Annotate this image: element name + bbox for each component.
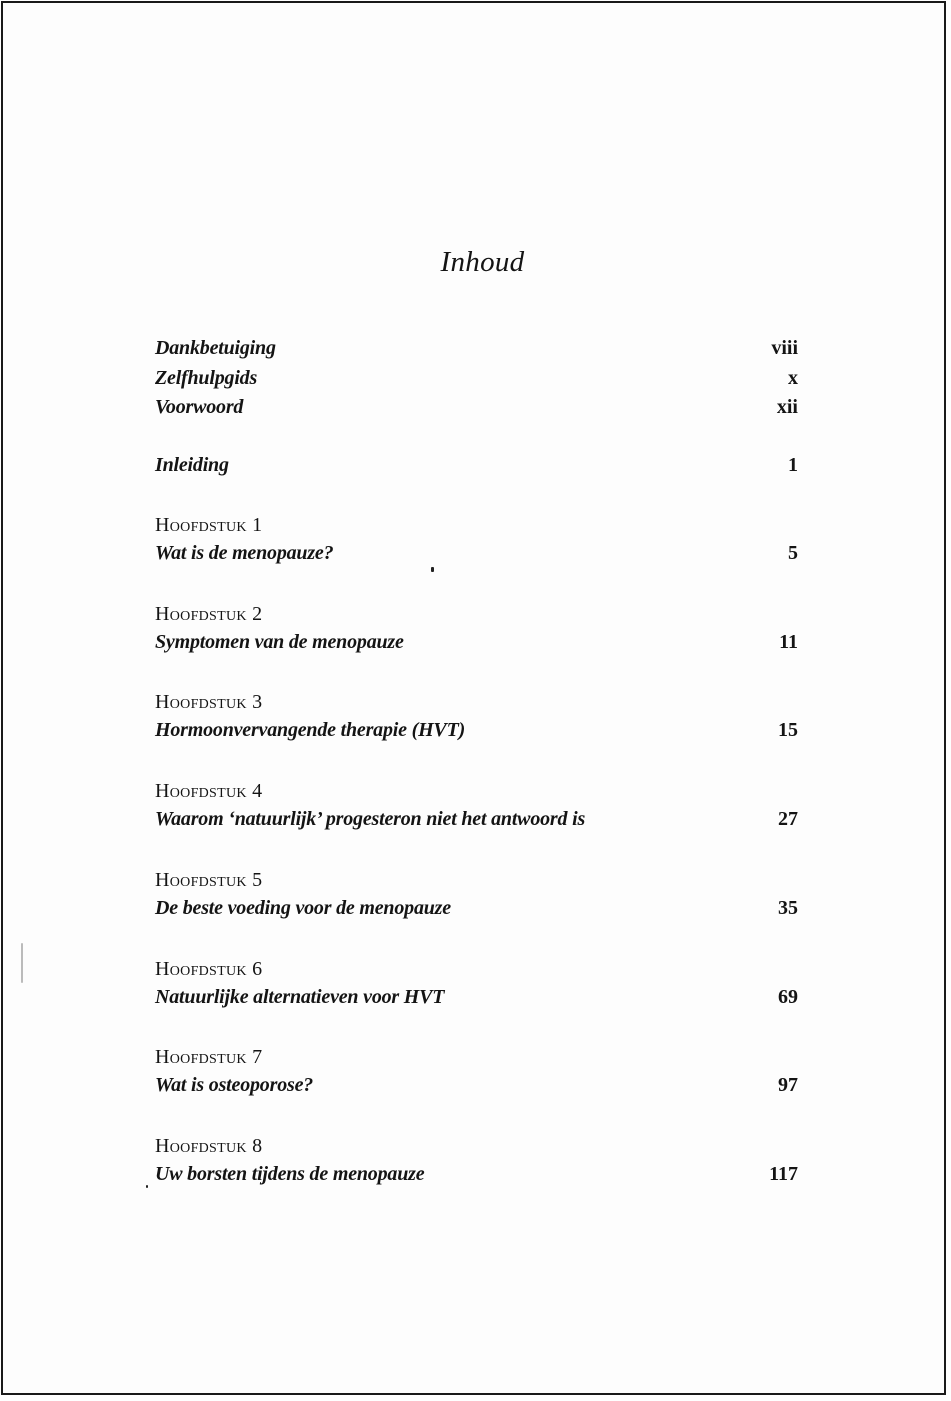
toc-entry-chapter-6 xyxy=(155,986,798,1016)
toc-entry-voorwoord xyxy=(155,396,798,426)
chapter-label: Hoofdstuk 1 xyxy=(155,514,263,536)
toc-entry-chapter-2 xyxy=(155,631,798,661)
toc-entry-chapter-3 xyxy=(155,719,798,749)
toc-entry-title: Uw borsten tijdens de menopauze xyxy=(155,1163,425,1185)
toc-entry-title: Wat is de menopauze? xyxy=(155,542,334,564)
toc-entry-dankbetuiging xyxy=(155,337,798,367)
toc-entry-title: Hormoonvervangende therapie (HVT) xyxy=(155,719,466,741)
toc-entry-chapter-1 xyxy=(155,542,798,572)
bleed-through-text xyxy=(133,286,874,309)
toc-page-number: 5 xyxy=(788,542,798,564)
scan-speck xyxy=(431,567,434,572)
book-page xyxy=(1,1,946,1395)
scan-speck xyxy=(146,1185,148,1188)
toc-entry-chapter-7 xyxy=(155,1074,798,1104)
toc-page-number: viii xyxy=(771,337,798,359)
toc-entry-chapter-4 xyxy=(155,808,798,838)
scan-edge-mark xyxy=(21,943,23,983)
toc-entry-title: Zelfhulpgids xyxy=(155,367,258,389)
toc-entry-title: Natuurlijke alternatieven voor HVT xyxy=(155,986,445,1008)
toc-page-number: 15 xyxy=(778,719,798,741)
toc-page-number: 11 xyxy=(779,631,798,653)
toc-page-number: xii xyxy=(776,396,798,418)
toc-page-number: 69 xyxy=(778,986,798,1008)
chapter-label: Hoofdstuk 2 xyxy=(155,603,263,625)
chapter-label: Hoofdstuk 3 xyxy=(155,691,263,713)
toc-entry-title: Waarom ‘natuurlijk’ progesteron niet het antwoord is xyxy=(155,808,586,830)
toc-page-number: 1 xyxy=(788,454,798,476)
toc-page-number: 97 xyxy=(778,1074,798,1096)
toc-entry-inleiding xyxy=(155,454,798,484)
chapter-label: Hoofdstuk 4 xyxy=(155,780,263,802)
toc-page-number: 27 xyxy=(778,808,798,830)
page-title: Inhoud xyxy=(440,246,525,278)
toc-entry-title: Wat is osteoporose? xyxy=(155,1074,314,1096)
toc-entry-zelfhulpgids xyxy=(155,367,798,397)
chapter-label: Hoofdstuk 5 xyxy=(155,869,263,891)
toc-entry-title: Inleiding xyxy=(155,454,229,476)
toc-entry-title: Dankbetuiging xyxy=(155,337,276,359)
chapter-label: Hoofdstuk 7 xyxy=(155,1046,263,1068)
toc-entry-title: De beste voeding voor de menopauze xyxy=(155,897,451,919)
chapter-label: Hoofdstuk 6 xyxy=(155,958,263,980)
toc-page-number: 35 xyxy=(778,897,798,919)
toc-entry-chapter-8 xyxy=(155,1163,798,1193)
toc-entry-title: Voorwoord xyxy=(155,396,244,418)
toc-entry-chapter-5 xyxy=(155,897,798,927)
chapter-label: Hoofdstuk 8 xyxy=(155,1135,263,1157)
toc-page-number: x xyxy=(788,367,798,389)
toc-entry-title: Symptomen van de menopauze xyxy=(155,631,404,653)
toc-page-number: 117 xyxy=(769,1163,798,1185)
